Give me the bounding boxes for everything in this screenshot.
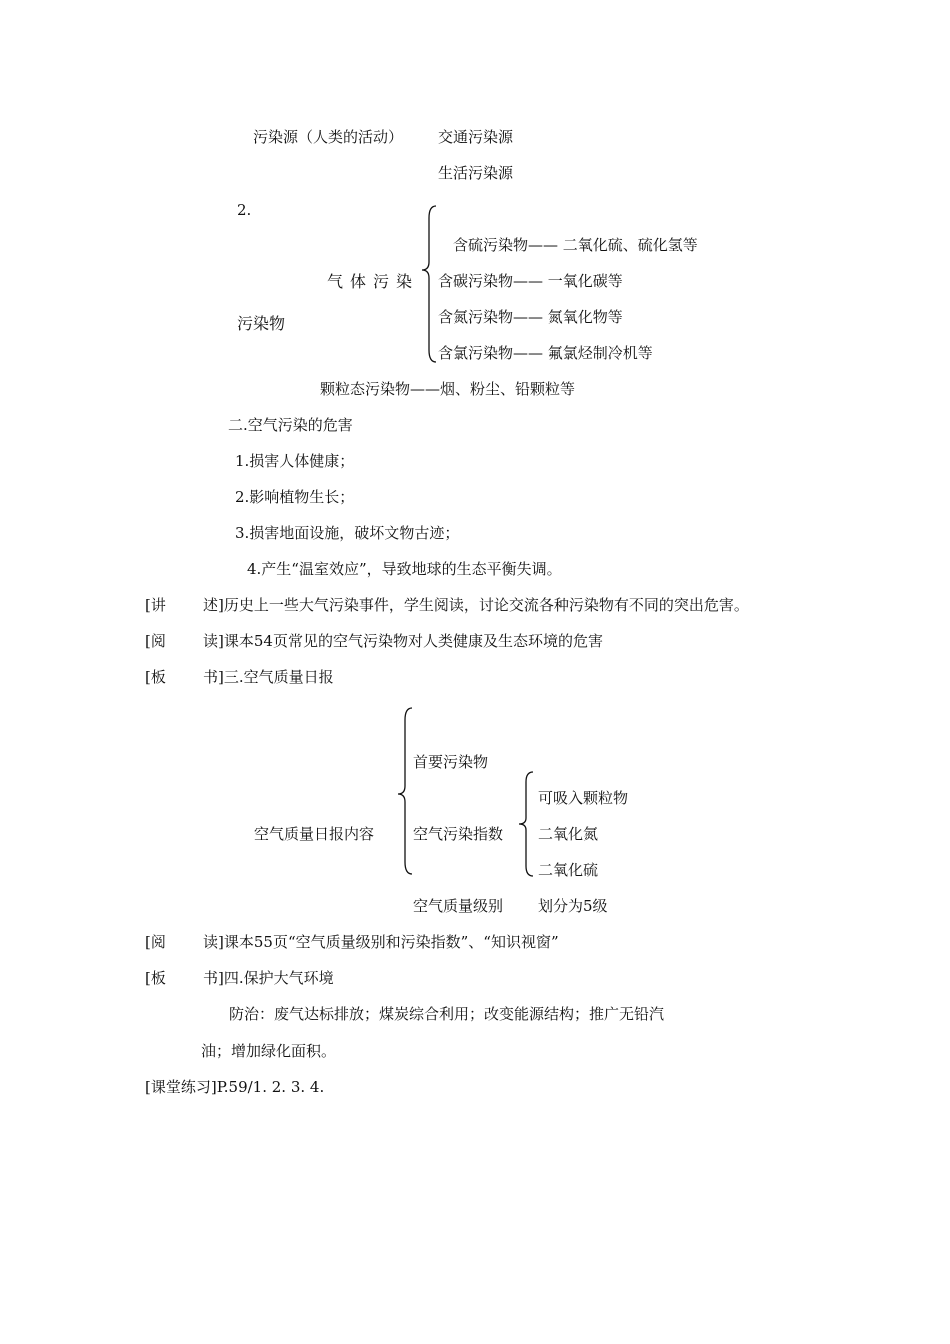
- read-text-2: 课本55页“空气质量级别和污染指数”、“知识视窗”: [223, 933, 559, 951]
- tag-close-lecture: 述]: [203, 596, 224, 614]
- gas-brace: [419, 204, 439, 364]
- board-text-1: 三.空气质量日报: [223, 668, 334, 686]
- read-line-2: [203, 932, 559, 952]
- quality-level: 空气质量级别: [413, 897, 504, 915]
- hazard-item-3: 3.损害地面设施，破坏文物古迹；: [235, 524, 460, 542]
- gas-item-carbon: 含碳污染物—— 一氧化碳等: [438, 272, 623, 290]
- particle-line: 颗粒态污染物——烟、粉尘、铅颗粒等: [320, 380, 576, 398]
- level-desc: 划分为5级: [538, 897, 608, 915]
- gas-item-nitrogen: 含氮污染物—— 氮氧化物等: [438, 308, 623, 326]
- lecture-line: [203, 595, 749, 615]
- index-item-so2: 二氧化硫: [538, 861, 599, 879]
- board-line-2: [203, 968, 334, 988]
- source-header: 污染源（人类的活动）: [253, 128, 404, 146]
- index-brace: [516, 770, 536, 878]
- hazard-item-4: 4.产生“温室效应”，导致地球的生态平衡失调。: [247, 560, 562, 578]
- primary-pollutant: 首要污染物: [413, 753, 489, 771]
- tag-open-lecture: [讲: [145, 596, 166, 614]
- item-2-number: 2.: [237, 201, 252, 219]
- protection-line-2: 油；增加绿化面积。: [201, 1042, 337, 1060]
- source-traffic: 交通污染源: [438, 128, 514, 146]
- pollution-index: 空气污染指数: [413, 825, 504, 843]
- tag-open-board-1: [板: [145, 668, 166, 686]
- pollutants-label: 污染物: [237, 314, 286, 333]
- tag-close-read-1: 读]: [203, 632, 224, 650]
- gas-label: 气体污染: [327, 272, 420, 291]
- gas-item-sulfur: 含硫污染物—— 二氧化硫、硫化氢等: [453, 236, 698, 254]
- read-text-1: 课本54页常见的空气污染物对人类健康及生态环境的危害: [223, 632, 603, 650]
- tag-open-board-2: [板: [145, 969, 166, 987]
- tag-open-read-2: [阅: [145, 933, 166, 951]
- tag-open-read-1: [阅: [145, 632, 166, 650]
- source-life: 生活污染源: [438, 164, 514, 182]
- board-text-2: 四.保护大气环境: [223, 969, 334, 987]
- tag-close-board-1: 书]: [203, 668, 224, 686]
- read-line-1: [203, 631, 603, 651]
- tag-close-read-2: 读]: [203, 933, 224, 951]
- hazard-item-2: 2.影响植物生长；: [235, 488, 355, 506]
- protection-line-1: 防治：废气达标排放；煤炭综合利用；改变能源结构；推广无铅汽: [229, 1005, 665, 1023]
- index-item-no2: 二氧化氮: [538, 825, 599, 843]
- tag-close-board-2: 书]: [203, 969, 224, 987]
- practice-line: [课堂练习]P.59/1. 2. 3. 4.: [145, 1078, 325, 1096]
- report-main-label: 空气质量日报内容: [254, 825, 375, 843]
- lecture-text: 历史上一些大气污染事件，学生阅读，讨论交流各种污染物有不同的突出危害。: [223, 596, 749, 614]
- report-brace: [395, 706, 415, 876]
- section-2-title: 二.空气污染的危害: [228, 416, 353, 434]
- board-line-1: [203, 667, 334, 687]
- index-item-pm: 可吸入颗粒物: [538, 789, 629, 807]
- hazard-item-1: 1.损害人体健康；: [235, 452, 355, 470]
- gas-item-chlorine: 含氯污染物—— 氟氯烃制冷机等: [438, 344, 653, 362]
